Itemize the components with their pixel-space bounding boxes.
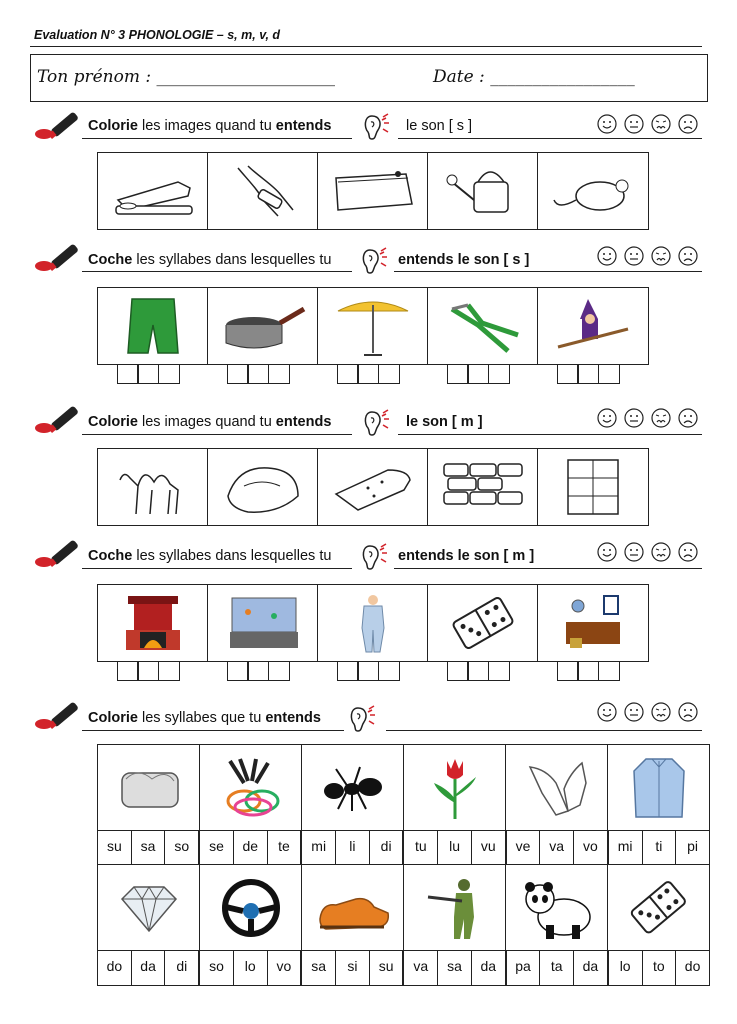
syllable-cell[interactable]: su xyxy=(370,951,405,985)
sound-label: entends le son [ m ] xyxy=(398,548,535,564)
syllable-cell[interactable]: lo xyxy=(609,951,643,985)
tick-box[interactable] xyxy=(158,364,180,384)
underline xyxy=(82,730,344,731)
grid-image-row-1 xyxy=(98,745,709,831)
syllable-cell[interactable]: so xyxy=(165,831,200,864)
pajamas-icon[interactable] xyxy=(318,585,428,661)
sound-label: le son [ s ] xyxy=(406,118,473,134)
syllable-cell[interactable]: di xyxy=(165,951,200,985)
tulip-icon[interactable] xyxy=(404,745,506,830)
tick-box[interactable] xyxy=(577,364,599,384)
tick-box[interactable] xyxy=(357,661,379,681)
syllable-cell[interactable]: ve xyxy=(507,831,541,864)
tick-box[interactable] xyxy=(117,364,139,384)
sad-face-icon[interactable] xyxy=(678,702,698,722)
aquarium-icon[interactable] xyxy=(208,585,318,661)
tick-box[interactable] xyxy=(598,364,620,384)
syllable-cell[interactable]: pa xyxy=(507,951,541,985)
tick-box[interactable] xyxy=(247,661,269,681)
syllable-cell[interactable]: to xyxy=(643,951,677,985)
pruning-shears-icon[interactable] xyxy=(428,288,538,364)
first-name-field[interactable]: Ton prénom : _____________________ xyxy=(37,67,336,87)
happy-face-icon[interactable] xyxy=(597,702,617,722)
instruction-4: Coche les syllabes dans lesquelles tu xyxy=(88,548,332,564)
window-icon[interactable] xyxy=(538,449,648,525)
tick-box[interactable] xyxy=(137,364,159,384)
tick-box[interactable] xyxy=(268,661,290,681)
syllable-cell[interactable]: vu xyxy=(472,831,507,864)
sound-label: entends le son [ s ] xyxy=(398,252,530,268)
syllable-cell[interactable]: su xyxy=(98,831,132,864)
tick-boxes-4 xyxy=(448,661,510,681)
witch-icon[interactable] xyxy=(538,288,648,364)
tick-box[interactable] xyxy=(488,364,510,384)
grid-image-row-2 xyxy=(98,865,709,951)
image-row-4 xyxy=(97,584,649,662)
tick-box[interactable] xyxy=(378,661,400,681)
syllable-cell[interactable]: mi xyxy=(609,831,643,864)
neutral-face-icon[interactable] xyxy=(624,542,644,562)
panda-icon[interactable] xyxy=(506,865,608,950)
tick-box[interactable] xyxy=(247,364,269,384)
image-row-2 xyxy=(97,287,649,365)
saucepan-icon[interactable] xyxy=(208,288,318,364)
self-assessment xyxy=(597,702,698,722)
worried-face-icon[interactable] xyxy=(651,702,671,722)
marker-icon xyxy=(32,244,84,274)
sad-face-icon[interactable] xyxy=(678,246,698,266)
underline xyxy=(82,271,352,272)
tick-boxes-1 xyxy=(118,364,180,384)
syllable-cell[interactable]: so xyxy=(200,951,234,985)
syllable-cell[interactable]: sa xyxy=(302,951,336,985)
ribbons-icon[interactable] xyxy=(200,745,302,830)
syllable-cell[interactable]: se xyxy=(200,831,234,864)
syllable-cell[interactable]: vo xyxy=(268,951,303,985)
syllable-cell[interactable]: de xyxy=(234,831,268,864)
tick-boxes-3 xyxy=(338,661,400,681)
tick-box[interactable] xyxy=(598,661,620,681)
syllable-cell[interactable]: da xyxy=(574,951,609,985)
fireplace-icon[interactable] xyxy=(98,585,208,661)
sad-face-icon[interactable] xyxy=(678,542,698,562)
syllable-cell[interactable]: te xyxy=(268,831,303,864)
self-assessment xyxy=(597,542,698,562)
tick-boxes-2 xyxy=(228,364,290,384)
tick-box[interactable] xyxy=(117,661,139,681)
tick-box[interactable] xyxy=(357,364,379,384)
syllable-cell[interactable]: do xyxy=(684,958,701,974)
watering-can-icon[interactable] xyxy=(428,153,538,229)
syllable-cell[interactable]: di xyxy=(370,831,405,864)
worried-face-icon[interactable] xyxy=(651,114,671,134)
bread-icon[interactable] xyxy=(208,449,318,525)
underline xyxy=(82,138,352,139)
date-field[interactable]: Date : _________________ xyxy=(433,67,635,87)
tick-box[interactable] xyxy=(227,364,249,384)
tick-box[interactable] xyxy=(378,364,400,384)
tick-boxes-5 xyxy=(558,661,620,681)
stapler-icon[interactable] xyxy=(98,153,208,229)
identity-box xyxy=(30,54,708,102)
neutral-face-icon[interactable] xyxy=(624,408,644,428)
syllable-cell[interactable]: da xyxy=(132,951,166,985)
syllable-cell[interactable]: sa xyxy=(132,831,166,864)
clapping-hands-icon[interactable] xyxy=(506,745,608,830)
syllable-cell[interactable]: ta xyxy=(540,951,574,985)
domino-icon[interactable] xyxy=(428,585,538,661)
image-row-3 xyxy=(97,448,649,526)
marker-icon xyxy=(32,406,84,436)
instruction-1: Colorie les images quand tu entends xyxy=(88,118,332,134)
ear-icon xyxy=(362,112,390,142)
tick-box[interactable] xyxy=(467,661,489,681)
syllable-cell[interactable]: li xyxy=(336,831,370,864)
self-assessment xyxy=(597,114,698,134)
grid-syllable-row-2 xyxy=(98,951,709,985)
syllable-cell[interactable]: pi xyxy=(687,838,699,854)
syllable-cell[interactable]: va xyxy=(540,831,574,864)
tick-boxes-1 xyxy=(118,661,180,681)
tick-boxes-3 xyxy=(338,364,400,384)
syllable-cell[interactable]: vo xyxy=(574,831,609,864)
syllable-cell[interactable]: sa xyxy=(438,951,472,985)
ear-icon xyxy=(348,704,376,734)
tick-boxes-4 xyxy=(448,364,510,384)
instruction-3: Colorie les images quand tu entends xyxy=(88,414,332,430)
shorts-icon[interactable] xyxy=(98,288,208,364)
ear-icon xyxy=(362,408,390,438)
neutral-face-icon[interactable] xyxy=(624,114,644,134)
happy-face-icon[interactable] xyxy=(597,114,617,134)
tick-box[interactable] xyxy=(557,661,579,681)
syllable-cell[interactable]: da xyxy=(472,951,507,985)
happy-face-icon[interactable] xyxy=(597,246,617,266)
underline xyxy=(398,138,702,139)
underline xyxy=(398,434,702,435)
parasol-icon[interactable] xyxy=(318,288,428,364)
soldier-icon[interactable] xyxy=(404,865,506,950)
syllable-cell[interactable]: si xyxy=(336,951,370,985)
tick-box[interactable] xyxy=(467,364,489,384)
underline xyxy=(394,271,702,272)
syllable-cell[interactable]: ti xyxy=(643,831,677,864)
syllable-cell[interactable]: do xyxy=(98,951,132,985)
tick-box[interactable] xyxy=(337,661,359,681)
tick-box[interactable] xyxy=(158,661,180,681)
tick-box[interactable] xyxy=(557,364,579,384)
title-underline xyxy=(30,46,702,47)
shoe-icon[interactable] xyxy=(302,865,404,950)
sad-face-icon[interactable] xyxy=(678,408,698,428)
stone-wall-icon[interactable] xyxy=(428,449,538,525)
worried-face-icon[interactable] xyxy=(651,542,671,562)
furniture-icon[interactable] xyxy=(538,585,648,661)
underline xyxy=(82,568,352,569)
instruction-5: Colorie les syllabes que tu entends xyxy=(88,710,321,726)
ear-icon xyxy=(360,246,388,276)
tick-box[interactable] xyxy=(447,364,469,384)
grid-syllable-row-1 xyxy=(98,831,709,865)
camel-icon[interactable] xyxy=(98,449,208,525)
sound-label: le son [ m ] xyxy=(406,414,483,430)
underline xyxy=(82,434,352,435)
neutral-face-icon[interactable] xyxy=(624,246,644,266)
underline xyxy=(394,568,702,569)
mouse-icon[interactable] xyxy=(538,153,648,229)
tick-boxes-2 xyxy=(228,661,290,681)
marker-icon xyxy=(32,112,84,142)
tick-box[interactable] xyxy=(268,364,290,384)
instruction-2: Coche les syllabes dans lesquelles tu xyxy=(88,252,332,268)
tick-box[interactable] xyxy=(227,661,249,681)
pencil-case-icon[interactable] xyxy=(318,153,428,229)
syllable-cell[interactable]: va xyxy=(404,951,438,985)
tick-box[interactable] xyxy=(337,364,359,384)
neutral-face-icon[interactable] xyxy=(624,702,644,722)
syllable-cell[interactable]: mi xyxy=(302,831,336,864)
syllable-cell[interactable]: lu xyxy=(438,831,472,864)
tick-box[interactable] xyxy=(447,661,469,681)
syllable-cell[interactable]: lo xyxy=(234,951,268,985)
self-assessment xyxy=(597,408,698,428)
marker-icon xyxy=(32,540,84,570)
image-row-1 xyxy=(97,152,649,230)
tick-boxes-5 xyxy=(558,364,620,384)
worried-face-icon[interactable] xyxy=(651,408,671,428)
marker-icon xyxy=(32,702,84,732)
diamond-icon[interactable] xyxy=(98,865,200,950)
happy-face-icon[interactable] xyxy=(597,408,617,428)
toast-icon[interactable] xyxy=(318,449,428,525)
domino-icon[interactable] xyxy=(608,865,709,950)
worksheet-title: Evaluation N° 3 PHONOLOGIE – s, m, v, d xyxy=(34,28,281,42)
self-assessment xyxy=(597,246,698,266)
shirt-icon[interactable] xyxy=(608,745,709,830)
happy-face-icon[interactable] xyxy=(597,542,617,562)
tick-box[interactable] xyxy=(488,661,510,681)
worried-face-icon[interactable] xyxy=(651,246,671,266)
steering-wheel-icon[interactable] xyxy=(200,865,302,950)
ear-icon xyxy=(360,542,388,572)
tick-box[interactable] xyxy=(577,661,599,681)
underline xyxy=(386,730,702,731)
sad-face-icon[interactable] xyxy=(678,114,698,134)
sardine-tin-icon[interactable] xyxy=(98,745,200,830)
syllable-grid xyxy=(97,744,710,986)
tick-box[interactable] xyxy=(137,661,159,681)
wrist-bracelet-icon[interactable] xyxy=(208,153,318,229)
ant-icon[interactable] xyxy=(302,745,404,830)
syllable-cell[interactable]: tu xyxy=(404,831,438,864)
